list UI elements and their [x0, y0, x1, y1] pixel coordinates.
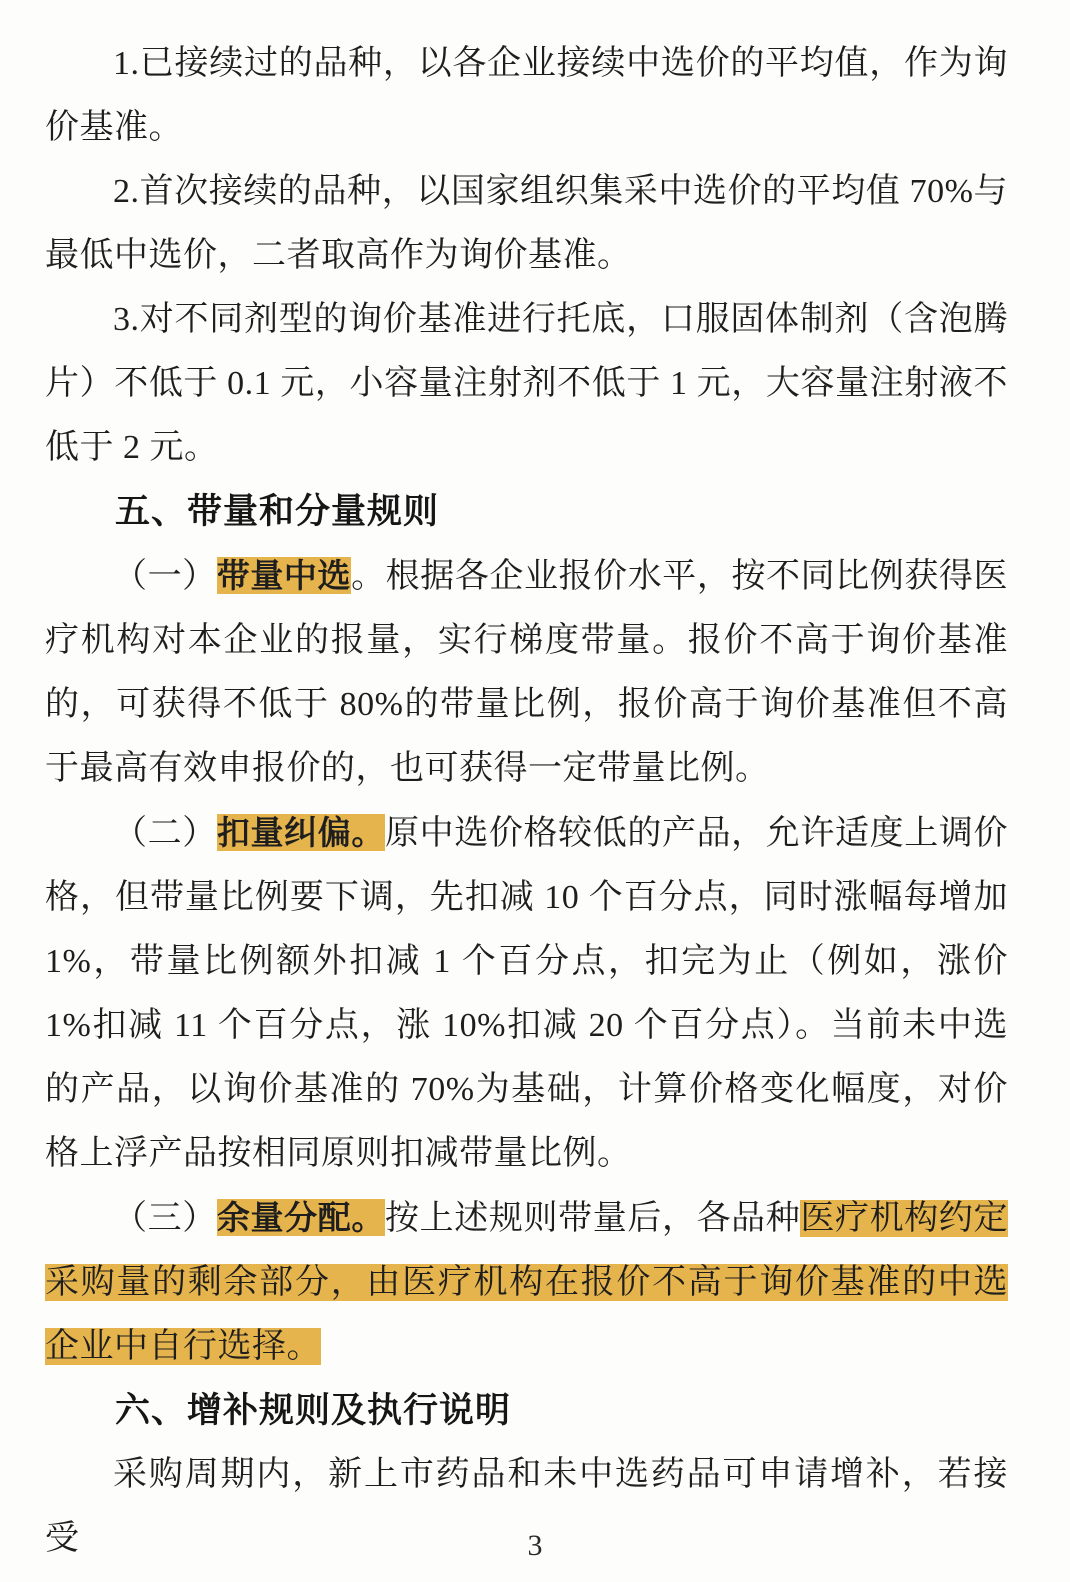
- paragraph-renewed-varieties: 1.已接续过的品种，以各企业接续中选价的平均值，作为询价基准。: [45, 45, 1008, 146]
- section-heading-supplement-rules: 六、增补规则及执行说明: [115, 1391, 512, 1430]
- item-number: （二）: [113, 815, 217, 852]
- highlighted-term-remainder-allocation: 余量分配。: [216, 1199, 385, 1236]
- paragraph-price-floor: 3.对不同剂型的询价基准进行托底，口服固体制剂（含泡腾片）不低于 0.1 元，小容量注射剂不低于 1 元，大容量注射液不低于 2 元。: [45, 301, 1008, 466]
- highlighted-term-volume-selection: 带量中选: [216, 557, 352, 594]
- paragraph-text: 。根据各企业报价水平，按不同比例获得医疗机构对本企业的报量，实行梯度带量。报价不高于询价基准的，可获得不低于 80%的带量比例，报价高于询价基准但不高于最高有效申报价的，也可获得一定带量比例。: [45, 558, 1009, 787]
- paragraph-volume-selection: [45, 544, 1008, 801]
- highlighted-term-volume-correction: 扣量纠偏。: [216, 814, 385, 851]
- paragraph-volume-correction: [45, 801, 1008, 1186]
- paragraph-supplement-intro: 采购周期内，新上市药品和未中选药品可申请增补，若接受: [45, 1456, 1008, 1557]
- item-number: （三）: [113, 1200, 217, 1237]
- paragraph-first-renewal: 2.首次接续的品种，以国家组织集采中选价的平均值 70%与最低中选价，二者取高作为询价基准。: [45, 173, 1008, 274]
- item-number: （一）: [113, 558, 217, 595]
- section-heading-volume-rules: 五、带量和分量规则: [115, 492, 440, 531]
- highlighted-passage-remainder-rule: 医疗机构约定采购量的剩余部分，由医疗机构在报价不高于询价基准的中选企业中自行选择。: [45, 1200, 1009, 1365]
- paragraph-text: 原中选价格较低的产品，允许适度上调价格，但带量比例要下调，先扣减 10 个百分点，同时涨幅每增加 1%，带量比例额外扣减 1 个百分点，扣完为止（例如，涨价 1%扣减 11 个百分点，涨 10%扣减 20 个百分点）。当前未中选的产品，以询价基准的 70%为基础，计算价格变化幅度，对价格上浮产品按相同原则扣减带量比例。: [45, 815, 1009, 1172]
- paragraph-text: 按上述规则带量后，各品种: [384, 1200, 801, 1237]
- page-number: 3: [527, 1529, 543, 1562]
- paragraph-remainder-allocation: [45, 1186, 1008, 1379]
